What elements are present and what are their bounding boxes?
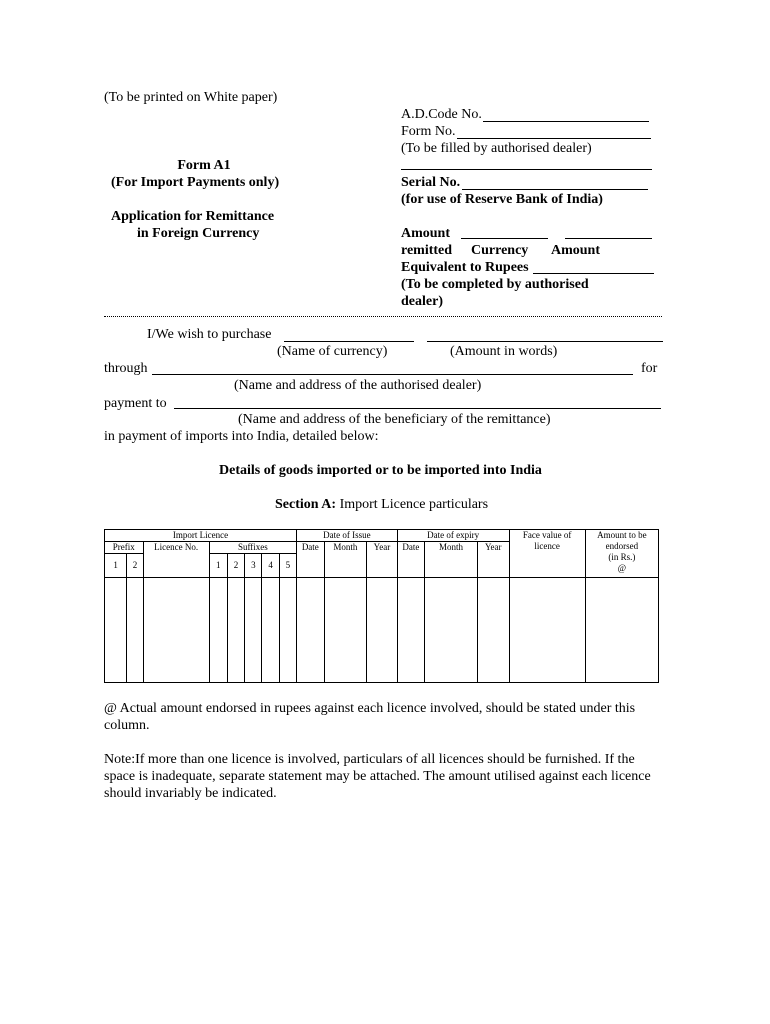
note-paragraph: Note:If more than one licence is involved, particulars of all licences should be furnished. If the space is inadequate, separate statement may be attached. The amount utilised against each licence should invariably be indicated. <box>104 752 651 801</box>
amount-endorsed-line4: @ <box>617 563 626 573</box>
form-subtitle: (For Import Payments only) <box>111 175 280 190</box>
dealer-name-field[interactable] <box>152 374 633 375</box>
suffixes-header: Suffixes <box>209 542 296 554</box>
table-cell[interactable] <box>127 578 143 683</box>
amount-endorsed-line2: endorsed <box>605 541 639 551</box>
table-row <box>105 578 659 683</box>
table-cell[interactable] <box>297 578 324 683</box>
application-title-line1: Application for Remittance <box>111 209 275 224</box>
dealer-caption: (Name and address of the authorised dealer) <box>234 378 482 393</box>
table-cell[interactable] <box>324 578 367 683</box>
prefix-col-1: 1 <box>105 554 127 578</box>
dealer-line[interactable] <box>401 169 652 170</box>
expiry-year-header: Year <box>477 542 509 578</box>
amount-endorsed-line1: Amount to be <box>597 530 647 540</box>
prefix-col-2: 2 <box>127 554 143 578</box>
amount-words-field[interactable] <box>427 341 663 342</box>
amount-label: Amount <box>401 226 451 241</box>
form-no-field[interactable] <box>457 138 651 139</box>
form-no-label: Form No. <box>401 124 456 139</box>
face-value-line2: licence <box>534 541 560 551</box>
amount-footnote: @ Actual amount endorsed in rupees against each licence involved, should be stated under this column. <box>104 701 636 733</box>
dotted-separator <box>104 312 662 317</box>
date-of-issue-header: Date of Issue <box>297 530 398 542</box>
face-value-line1: Face value of <box>522 530 572 540</box>
suffix-col-5: 5 <box>279 554 296 578</box>
suffix-col-3: 3 <box>245 554 262 578</box>
expiry-month-header: Month <box>425 542 478 578</box>
table-cell[interactable] <box>143 578 209 683</box>
imports-line: in payment of imports into India, detailed below: <box>104 429 379 444</box>
table-cell[interactable] <box>585 578 658 683</box>
equivalent-rupees-label: Equivalent to Rupees <box>401 260 529 275</box>
print-note: (To be printed on White paper) <box>104 90 278 105</box>
import-licence-header: Import Licence <box>105 530 297 542</box>
table-cell[interactable] <box>209 578 227 683</box>
prefix-header: Prefix <box>105 542 144 554</box>
amount-words-caption: (Amount in words) <box>450 344 558 359</box>
licence-no-header: Licence No. <box>143 542 209 578</box>
table-cell[interactable] <box>262 578 279 683</box>
issue-month-header: Month <box>324 542 367 578</box>
table-cell[interactable] <box>509 578 585 683</box>
payment-to-label: payment to <box>104 396 167 411</box>
for-label: for <box>641 361 658 376</box>
licence-table <box>104 529 659 683</box>
suffix-col-4: 4 <box>262 554 279 578</box>
beneficiary-caption: (Name and address of the beneficiary of the remittance) <box>238 412 551 427</box>
expiry-date-header: Date <box>397 542 424 578</box>
completed-by-note-line2: dealer) <box>401 294 443 309</box>
purchase-label: I/We wish to purchase <box>147 327 272 342</box>
currency-name-field[interactable] <box>284 341 414 342</box>
date-of-expiry-header: Date of expiry <box>397 530 509 542</box>
amount-field-1[interactable] <box>461 238 548 239</box>
beneficiary-field[interactable] <box>174 408 661 409</box>
currency-label: Currency <box>471 243 529 258</box>
application-title-line2: in Foreign Currency <box>137 226 260 241</box>
issue-date-header: Date <box>297 542 324 578</box>
amount-endorsed-line3: (in Rs.) <box>608 552 636 562</box>
table-cell[interactable] <box>105 578 127 683</box>
completed-by-note-line1: (To be completed by authorised <box>401 277 589 292</box>
ad-code-label: A.D.Code No. <box>401 107 482 122</box>
currency-caption: (Name of currency) <box>277 344 388 359</box>
suffix-col-1: 1 <box>209 554 227 578</box>
table-cell[interactable] <box>477 578 509 683</box>
table-cell[interactable] <box>227 578 244 683</box>
serial-note: (for use of Reserve Bank of India) <box>401 192 603 207</box>
amount-label-2: Amount <box>551 243 601 258</box>
table-cell[interactable] <box>367 578 398 683</box>
section-title: Import Licence particulars <box>336 497 489 512</box>
filled-by-dealer-note: (To be filled by authorised dealer) <box>401 141 592 156</box>
remitted-label: remitted <box>401 243 453 258</box>
issue-year-header: Year <box>367 542 398 578</box>
table-cell[interactable] <box>425 578 478 683</box>
amount-endorsed-header <box>585 530 658 578</box>
serial-label: Serial No. <box>401 175 461 190</box>
amount-field-2[interactable] <box>565 238 652 239</box>
form-title: Form A1 <box>177 158 231 173</box>
through-label: through <box>104 361 148 376</box>
face-value-header <box>509 530 585 578</box>
equivalent-rupees-field[interactable] <box>533 273 654 274</box>
table-cell[interactable] <box>279 578 296 683</box>
serial-field[interactable] <box>462 189 648 190</box>
section-a-heading <box>275 496 488 513</box>
ad-code-field[interactable] <box>483 121 649 122</box>
table-cell[interactable] <box>245 578 262 683</box>
section-label: Section A: <box>275 497 337 512</box>
details-heading: Details of goods imported or to be imported into India <box>219 463 542 478</box>
suffix-col-2: 2 <box>227 554 244 578</box>
table-cell[interactable] <box>397 578 424 683</box>
